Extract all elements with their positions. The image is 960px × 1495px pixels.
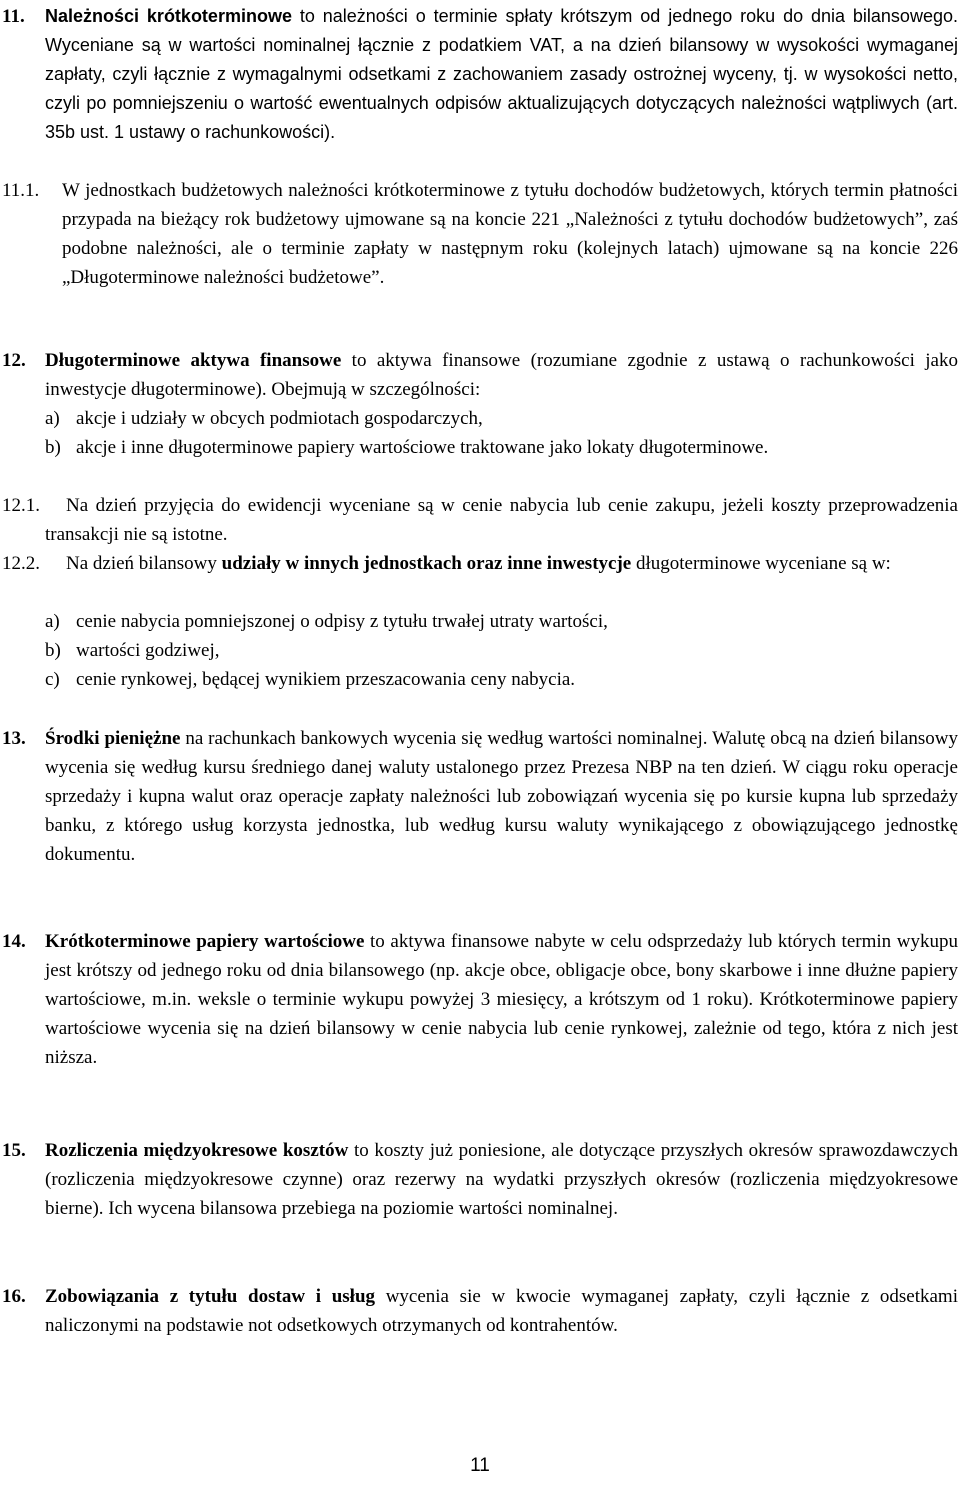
- section-14: [0, 927, 958, 1072]
- section-12-2: [0, 549, 958, 578]
- section-number: 14.: [2, 931, 26, 952]
- section-15: [0, 1136, 958, 1223]
- section-12-list: [0, 404, 958, 462]
- list-text: cenie rynkowej, będącej wynikiem przeszacowania ceny nabycia.: [76, 669, 576, 690]
- list-text: akcje i udziały w obcych podmiotach gospodarczych,: [76, 408, 483, 429]
- section-body: to koszty już poniesione, ale dotyczące przyszłych okresów sprawozdawczych (rozliczenia międzyokresowe czynne) oraz rezerwy na wydatki przyszłych okresów (rozliczenia międzyokresowe bierne). Ich wycena bilansowa przebiega na poziomie wartości nominalnej.: [45, 1140, 958, 1219]
- section-term: Rozliczenia międzyokresowe kosztów: [45, 1140, 349, 1161]
- section-text: [45, 1136, 958, 1223]
- list-marker: a): [45, 611, 60, 632]
- section-number: 12.: [2, 350, 26, 371]
- section-number: 12.2.: [2, 553, 40, 574]
- list-marker: c): [45, 669, 60, 690]
- section-text: [45, 346, 958, 404]
- section-body: [45, 491, 958, 549]
- section-term: Zobowiązania z tytułu dostaw i usług: [45, 1286, 376, 1307]
- section-text: [45, 549, 958, 578]
- section-text: [45, 927, 958, 1072]
- list-item: [45, 665, 958, 694]
- list-text: wartości godziwej,: [76, 640, 220, 661]
- list-marker: b): [45, 640, 61, 661]
- section-term: udziały w innych jednostkach oraz inne inwestycje: [221, 553, 632, 574]
- section-12: [0, 346, 958, 404]
- section-11-1: [0, 176, 958, 292]
- list-text: cenie nabycia pomniejszonej o odpisy z tytułu trwałej utraty wartości,: [76, 611, 608, 632]
- list-item: [45, 607, 958, 636]
- section-text: [45, 1282, 958, 1340]
- section-text: [45, 724, 958, 869]
- section-body-text: Na dzień przyjęcia do ewidencji wyceniane są w cenie nabycia lub cenie zakupu, jeżeli koszty przeprowadzenia transakcji nie są istotne.: [45, 495, 958, 545]
- section-number: 13.: [2, 728, 26, 749]
- list-item: [45, 636, 958, 665]
- section-term: Krótkoterminowe papiery wartościowe: [45, 931, 365, 952]
- section-13: [0, 724, 958, 869]
- list-item: [45, 433, 958, 462]
- section-16: [0, 1282, 958, 1340]
- section-body: to należności o terminie spłaty krótszym od jednego roku do dnia bilansowego. Wyceniane są w wartości nominalnej łącznie z podatkiem VAT, a na dzień bilansowy w wysokości wymaganej zapłaty, czyli łącznie z wymagalnymi odsetkami z zachowaniem zasady ostrożnej wyceny, tj. w wysokości netto, czyli po pomniejszeniu o wartość ewentualnych odpisów aktualizujących dotyczących należności wątpliwych (art. 35b ust. 1 ustawy o rachunkowości).: [45, 6, 958, 142]
- section-body: W jednostkach budżetowych należności krótkoterminowe z tytułu dochodów budżetowych, których termin płatności przypada na bieżący rok budżetowy ujmowane są na koncie 221 „Należności z tytułu dochodów budżetowych”, zaś podobne należności, ale o terminie zapłaty w następnym roku (kolejnych latach) ujmowane są na koncie 226 „Długoterminowe należności budżetowe”.: [62, 180, 958, 288]
- section-number: 11.: [2, 6, 25, 27]
- section-term: Środki pieniężne: [45, 728, 181, 749]
- list-item: [45, 404, 958, 433]
- list-text: akcje i inne długoterminowe papiery wartościowe traktowane jako lokaty długoterminowe.: [76, 437, 769, 458]
- section-11: [0, 2, 958, 147]
- section-body: Na dzień bilansowy: [66, 553, 222, 574]
- section-text: [45, 2, 958, 147]
- list-marker: a): [45, 408, 60, 429]
- page-number: 11: [470, 1455, 490, 1476]
- section-body: na rachunkach bankowych wycenia się według wartości nominalnej. Walutę obcą na dzień bilansowy wycenia się według kursu średniego danej waluty ustalonego przez Prezesa NBP na ten dzień. W ciągu roku operacje sprzedaży i kupna walut oraz operacje zapłaty należności lub zobowiązań wycenia się po kursie kupna lub sprzedaży banku, z którego usług korzysta jednostka, lub według kursu waluty wynikającego z obowiązującego jednostkę dokumentu.: [45, 728, 959, 865]
- section-body: to aktywa finansowe nabyte w celu odsprzedaży lub których termin wykupu jest krótszy od jednego roku od dnia bilansowego (np. akcje obce, obligacje obce, bony skarbowe i inne dłużne papiery wartościowe, m.in. weksle o terminie wykupu powyżej 3 miesięcy, a krótszym od 1 roku). Krótkoterminowe papiery wartościowe wycenia się na dzień bilansowy w cenie nabycia lub cenie rynkowej, zależnie od tego, która z nich jest niższa.: [45, 931, 958, 1068]
- section-term: Należności krótkoterminowe: [45, 6, 292, 26]
- section-body: wycenia sie w kwocie wymaganej zapłaty, czyli łącznie z odsetkami naliczonymi na podstawie not odsetkowych otrzymanych od kontrahentów.: [45, 1286, 958, 1336]
- section-12-2-list: [0, 607, 958, 694]
- section-term: Długoterminowe aktywa finansowe: [45, 350, 342, 371]
- section-number: 11.1.: [2, 180, 40, 201]
- section-12-1: [0, 491, 958, 549]
- list-marker: b): [45, 437, 61, 458]
- section-number: 12.1.: [2, 495, 40, 516]
- section-body: długoterminowe wyceniane są w:: [631, 553, 891, 574]
- section-body: to aktywa finansowe (rozumiane zgodnie z ustawą o rachunkowości jako inwestycje długoterminowe). Obejmują w szczególności:: [45, 350, 958, 400]
- section-number: 15.: [2, 1140, 26, 1161]
- section-number: 16.: [2, 1286, 26, 1307]
